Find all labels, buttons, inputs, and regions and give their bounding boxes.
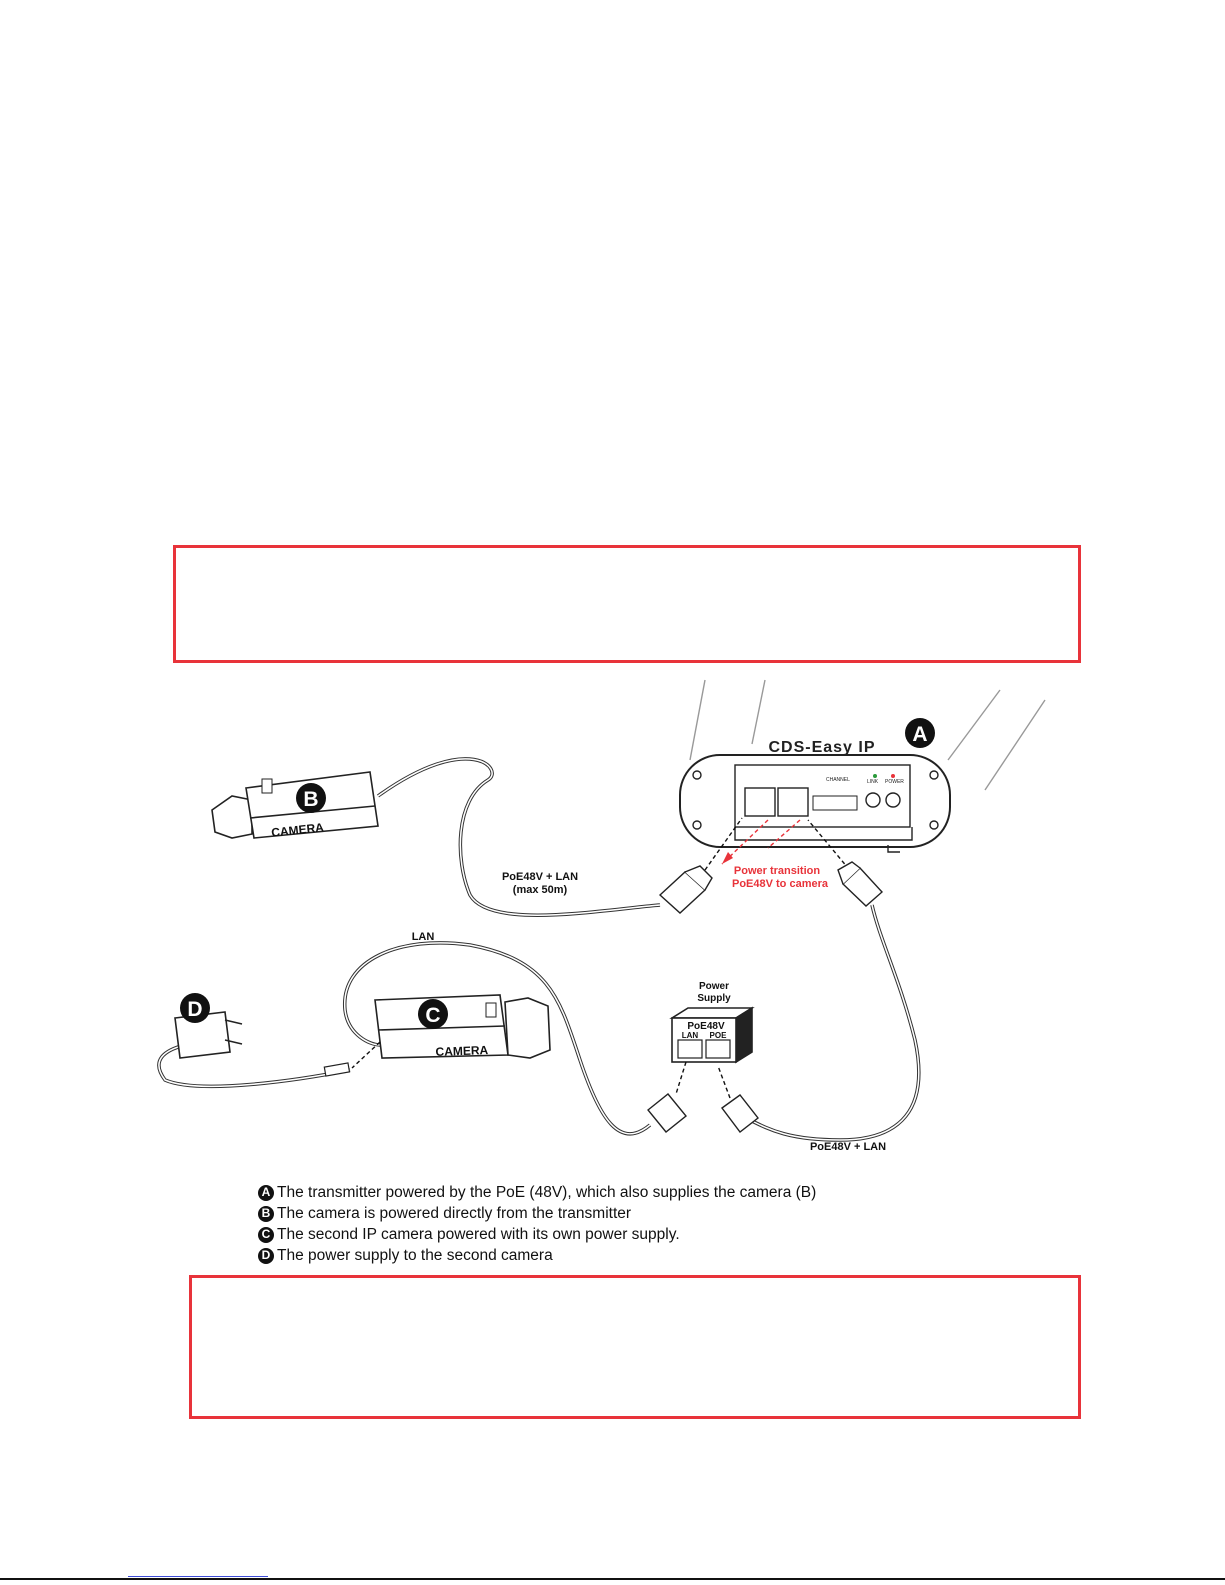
camera-b-label: CAMERA [270,820,325,840]
legend-row-b [258,1203,816,1224]
transmitter-device [680,680,1045,852]
rj45-plug-top-right [838,862,882,906]
power-supply-port-poe: POE [709,1031,727,1040]
label-lan: LAN [411,931,435,943]
power-supply-title-1: Power [698,981,730,992]
marker-b-label: B [303,788,319,811]
legend-badge-a: A [258,1185,274,1201]
label-poe-lan-top-1: PoE48V + LAN [501,871,579,883]
marker-a-label: A [912,723,928,746]
power-supply-model: PoE48V [687,1021,725,1032]
marker-d-label: D [187,998,203,1021]
camera-c-label: CAMERA [435,1043,489,1059]
legend-badge-c: C [258,1227,274,1243]
rj45-plug-bottom-right [722,1095,758,1132]
page-bottom-rule [0,1578,1225,1580]
channel-label: CHANNEL [826,777,850,783]
rj45-plug-bottom-left [648,1094,686,1132]
label-poe-lan-top-2: (max 50m) [512,884,568,896]
rj45-plug-top-left [660,866,712,913]
label-poe-lan-bottom: PoE48V + LAN [809,1141,887,1153]
legend-row-c [258,1224,816,1245]
device-logo: CDS-Easy IP [768,739,876,756]
led-lan-label: LINK [867,779,879,785]
marker-c-label: C [425,1004,441,1027]
legend-text-d: The power supply to the second camera [277,1247,553,1264]
power-supply-title-2: Supply [697,993,731,1004]
legend-row-a [258,1182,816,1203]
legend-text-b: The camera is powered directly from the transmitter [277,1205,632,1222]
legend [258,1182,816,1266]
cable-poe-lan-bottom [750,905,919,1140]
legend-row-d [258,1245,816,1266]
legend-text-a: The transmitter powered by the PoE (48V), which also supplies the camera (B) [277,1184,817,1201]
power-transition-line2: PoE48V to camera [732,878,828,890]
legend-text-c: The second IP camera powered with its own power supply. [277,1226,680,1243]
footnote-rule [128,1576,268,1577]
power-transition-line1: Power transition [733,865,821,877]
power-supply-port-lan: LAN [681,1031,699,1040]
legend-badge-d: D [258,1248,274,1264]
led-power-label: POWER [885,779,904,785]
legend-badge-b: B [258,1206,274,1222]
